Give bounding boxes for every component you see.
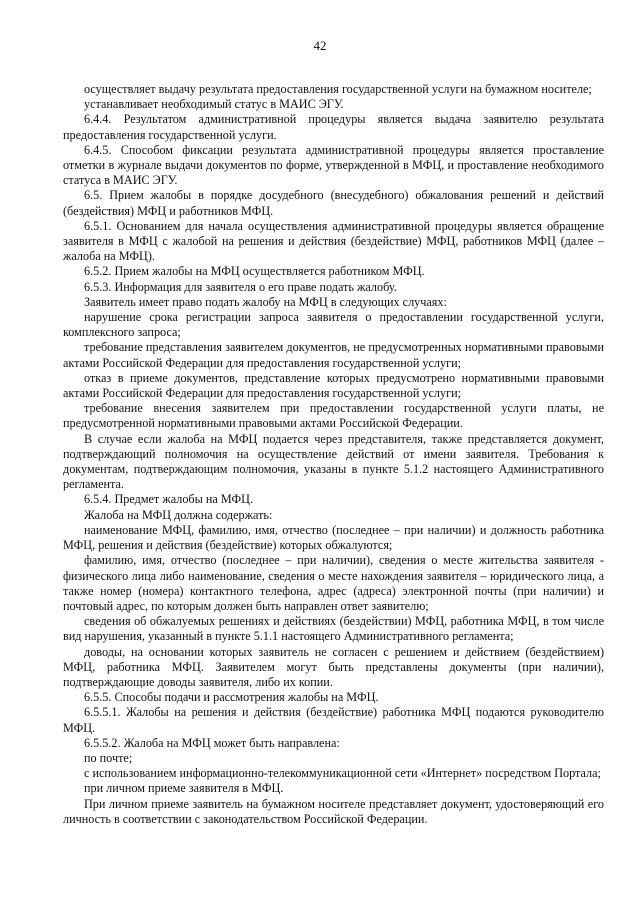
document-body — [63, 82, 604, 827]
paragraph: фамилию, имя, отчество (последнее – при наличии), сведения о месте жительства заявителя - физического лица либо наименование, сведения о месте нахождения заявителя – юридического лица, а также номер (номера) контактного телефона, адрес (адреса) электронной почты (при наличии) и почтовый адрес, по которым должен быть направлен ответ заявителю; — [63, 553, 604, 613]
paragraph: при личном приеме заявителя в МФЦ. — [84, 781, 284, 796]
paragraph: 6.5.2. Прием жалобы на МФЦ осуществляется работником МФЦ. — [84, 264, 425, 279]
paragraph: 6.5.5. Способы подачи и рассмотрения жалобы на МФЦ. — [84, 690, 379, 705]
paragraph: В случае если жалоба на МФЦ подается через представителя, также представляется документ, подтверждающий полномочия на осуществление действий от имени заявителя. Требования к документам, подтверждающим полномочия, указаны в пункте 5.1.2 настоящего Административного регламента. — [63, 431, 604, 492]
paragraph: требование представления заявителем документов, не предусмотренных нормативными правовыми актами Российской Федерации для предоставления государственной услуги; — [63, 340, 604, 370]
paragraph: с использованием информационно-телекоммуникационной сети «Интернет» посредством Портала; — [84, 766, 601, 781]
page-number: 42 — [313, 38, 327, 53]
paragraph: 6.4.4. Результатом административной процедуры является выдача заявителю результата предоставления государственной услуги. — [63, 112, 604, 142]
paragraph: 6.5.1. Основанием для начала осуществления административной процедуры является обращение заявителя в МФЦ с жалобой на решения и действия (бездействие) МФЦ, работников МФЦ (далее – жалоба на МФЦ). — [63, 218, 604, 264]
paragraph: 6.5.5.2. Жалоба на МФЦ может быть направлена: — [84, 735, 340, 750]
paragraph: 6.4.5. Способом фиксации результата административной процедуры является проставление отметки в журнале выдачи документов по форме, утвержденной в МФЦ, и проставление необходимого статуса в МАИС ЭГУ. — [63, 142, 604, 188]
paragraph: отказ в приеме документов, представление которых предусмотрено нормативными правовыми актами Российской Федерации для предоставления государственной услуги; — [63, 370, 604, 401]
paragraph: устанавливает необходимый статус в МАИС ЭГУ. — [84, 97, 344, 112]
paragraph: доводы, на основании которых заявитель не согласен с решением и действием (бездействием) МФЦ, работника МФЦ. Заявителем могут быть представлены документы (при наличии), подтверждающие доводы заявителя, либо их копии. — [63, 644, 604, 689]
paragraph: При личном приеме заявитель на бумажном носителе представляет документ, удостоверяющий его личность в соответствии с законодательством Российской Федерации. — [63, 796, 604, 826]
paragraph: 6.5.4. Предмет жалобы на МФЦ. — [84, 492, 253, 507]
paragraph: 6.5.5.1. Жалобы на решения и действия (бездействие) работника МФЦ подаются руководителю МФЦ. — [63, 705, 604, 735]
paragraph: требование внесения заявителем при предоставлении государственной услуги платы, не предусмотренной нормативными правовыми актами Российской Федерации. — [63, 401, 604, 431]
paragraph: нарушение срока регистрации запроса заявителя о предоставлении государственной услуги, комплексного запроса; — [63, 310, 604, 340]
paragraph: 6.5.3. Информация для заявителя о его праве подать жалобу. — [84, 279, 397, 294]
paragraph: 6.5. Прием жалобы в порядке досудебного (внесудебного) обжалования решений и действий (бездействия) МФЦ и работников МФЦ. — [63, 188, 604, 218]
paragraph: по почте; — [84, 750, 133, 765]
paragraph: наименование МФЦ, фамилию, имя, отчество (последнее – при наличии) и должность работника МФЦ, решения и действия (бездействие) которых обжалуются; — [63, 522, 604, 553]
paragraph: Жалоба на МФЦ должна содержать: — [84, 507, 273, 522]
paragraph: сведения об обжалуемых решениях и действиях (бездействии) МФЦ, работника МФЦ, в том числе вид нарушения, указанный в пункте 5.1.1 настоящего Административного регламента; — [63, 614, 604, 644]
paragraph: Заявитель имеет право подать жалобу на МФЦ в следующих случаях: — [84, 294, 447, 309]
paragraph: осуществляет выдачу результата предоставления государственной услуги на бумажном носителе; — [84, 82, 592, 96]
